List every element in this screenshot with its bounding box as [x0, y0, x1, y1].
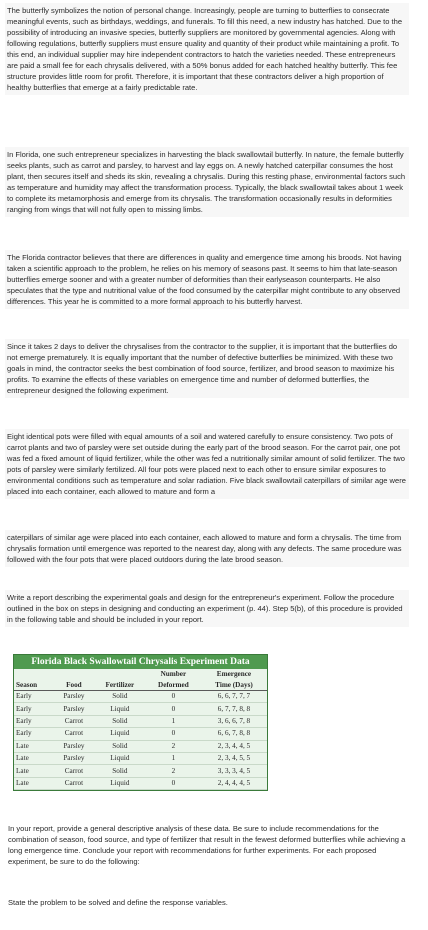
- intro-paragraph: The butterfly symbolizes the notion of personal change. Increasingly, people are turning to butterflies to consecrate meaningful events, such as birthdays, weddings, and funerals. To fill this need, a new industry has hatched. Due to the possibility of introducing an invasive species, butterfly suppliers are monitored by governmental agencies. Along with following regulations, butterfly suppliers must ensure quality and quantity of their product while maintaining a profit. To this end, an individual supplier may hire independent contractors to hatch the varieties needed. These entrepreneurs are paid a small fee for each chrysalis delivered, with a 50% bonus added for each hatched healthy butterfly. This fee structure provides little room for profit. Therefore, it is important that these contractors deliver a high proportion of healthy butterflies that emerge at a fairly predictable rate.: [7, 6, 403, 93]
- experiment-table: [14, 669, 267, 790]
- contractor-section: [5, 250, 409, 309]
- header-time: Time (Days): [201, 679, 267, 691]
- cell-season: Late: [16, 778, 29, 787]
- cell-fertilizer: Liquid: [110, 729, 130, 738]
- cell-deformed: 2: [171, 766, 176, 775]
- experiment-section: [5, 429, 409, 499]
- cell-deformed: 2: [171, 741, 176, 750]
- procedure-section: [5, 530, 409, 567]
- cell-deformed: 1: [171, 754, 176, 763]
- cell-emergence: 2, 4, 4, 4, 5: [217, 778, 251, 787]
- table-row: [14, 703, 267, 715]
- cell-food: Parsley: [63, 741, 85, 750]
- cell-deformed: 1: [171, 716, 176, 725]
- cell-food: Parsley: [63, 692, 85, 701]
- cell-food: Carrot: [64, 729, 84, 738]
- cell-fertilizer: Liquid: [110, 778, 130, 787]
- table-row: [14, 740, 267, 752]
- cell-season: Early: [16, 729, 32, 738]
- cell-food: Carrot: [64, 778, 84, 787]
- cell-season: Late: [16, 741, 29, 750]
- cell-food: Parsley: [63, 754, 85, 763]
- cell-food: Parsley: [63, 704, 85, 713]
- final-instruction: State the problem to be solved and define the response variables.: [8, 898, 228, 907]
- cell-season: Early: [16, 716, 32, 725]
- cell-season: Late: [16, 754, 29, 763]
- table-row: [14, 691, 267, 703]
- cell-food: Carrot: [64, 716, 84, 725]
- cell-emergence: 6, 7, 7, 8, 8: [217, 704, 251, 713]
- cell-emergence: 2, 3, 4, 4, 5: [217, 741, 251, 750]
- cell-fertilizer: Solid: [112, 766, 128, 775]
- contractor-paragraph: The Florida contractor believes that there are differences in quality and emergence time among his broods. Not having taken a scientific approach to the problem, he relies on his memory of seasons past. It seems to him that late-season butterflies emerge sooner and with a greater number of deformities than their earlyseason counterparts. He also speculates that the type and nutritional value of the food consumed by the caterpillar might contribute to any observed differences. This year he is committed to a more formal approach to his butterfly harvest.: [7, 253, 402, 307]
- table-title: Florida Black Swallowtail Chrysalis Experiment Data: [14, 655, 267, 669]
- intro-section: [5, 3, 409, 95]
- cell-food: Carrot: [64, 766, 84, 775]
- report-section: [5, 590, 409, 627]
- header-number: Number: [160, 670, 187, 678]
- cell-season: Late: [16, 766, 29, 775]
- delivery-paragraph: Since it takes 2 days to deliver the chrysalises from the contractor to the supplier, it is important that the butterflies do not emerge prematurely. It is equally important that the number of defective butterflies be minimized. With these two goals in mind, the contractor seeks the best combination of food source, fertilizer, and brood season to maximize his profits. To examine the effects of these variables on emergence time and number of deformed butterflies, the entrepreneur designed the following experiment.: [7, 342, 398, 396]
- cell-fertilizer: Liquid: [110, 754, 130, 763]
- cell-season: Early: [16, 704, 32, 713]
- cell-emergence: 3, 6, 6, 7, 8: [217, 716, 251, 725]
- delivery-section: [5, 339, 409, 398]
- table-row: [14, 777, 267, 789]
- cell-season: Early: [16, 692, 32, 701]
- table-row: [14, 765, 267, 777]
- cell-emergence: 6, 6, 7, 7, 7: [217, 692, 251, 701]
- cell-deformed: 0: [171, 729, 176, 738]
- cell-fertilizer: Solid: [112, 692, 128, 701]
- analysis-instructions: In your report, provide a general descriptive analysis of these data. Be sure to include recommendations for the combination of season, food source, and type of fertilizer that result in the fewest deformed butterflies while achieving a long emergence time. Conclude your report with recommendations for further experiments. For each proposed experiment, be sure to do the following:: [8, 824, 406, 867]
- cell-deformed: 0: [171, 704, 176, 713]
- report-paragraph: Write a report describing the experimental goals and design for the entrepreneur's experiment. Follow the procedure outlined in the box on steps in designing and conducting an experiment (p. 44). Step 5(b), of this procedure is provided in the following table and should be included in your report.: [7, 593, 403, 625]
- cell-deformed: 0: [171, 778, 176, 787]
- experiment-paragraph: Eight identical pots were filled with equal amounts of a soil and watered carefully to ensure consistency. Two pots of carrot plants and two of parsley were set outside during the early part of the brood season. For the carrot pair, one pot was fed a fixed amount of liquid fertilizer, while the other was fed a nutritionally similar amount of solid fertilizer. The two pots of parsley were similarly fertilized. All four pots were placed next to each other to ensure similar exposures to environmental conditions such as temperature and solar radiation. Five black swallowtail caterpillars of similar age were placed into each container, each allowed to mature and form a: [7, 432, 406, 497]
- table-row: [14, 715, 267, 727]
- table-row: [14, 728, 267, 740]
- florida-section: [5, 147, 409, 217]
- header-season: Season: [14, 679, 54, 691]
- header-fertilizer: Fertilizer: [94, 679, 146, 691]
- header-food: Food: [54, 679, 94, 691]
- cell-emergence: 6, 6, 7, 8, 8: [217, 729, 251, 738]
- florida-paragraph: In Florida, one such entrepreneur specializes in harvesting the black swallowtail butterfly. In nature, the female butterfly seeks plants, such as carrot and parsley, to harvest and lay eggs on. A newly hatched caterpillar consumes the host plant, then secures itself and sheds its skin, revealing a chrysalis. During this resting phase, environmental factors such as temperature and humidity may affect the transformation process. Typically, the black swallowtail takes about 1 week to complete its metamorphosis and emerge from its chrysalis. The transformation occasionally results in deformities ranging from wings that will not fully open to missing limbs.: [7, 150, 406, 215]
- cell-deformed: 0: [171, 692, 176, 701]
- cell-fertilizer: Solid: [112, 741, 128, 750]
- cell-fertilizer: Solid: [112, 716, 128, 725]
- cell-emergence: 3, 3, 3, 4, 5: [217, 766, 251, 775]
- cell-fertilizer: Liquid: [110, 704, 130, 713]
- procedure-paragraph: caterpillars of similar age were placed into each container, each allowed to mature and form a chrysalis. The time from chrysalis formation until emergence was reported to the nearest day, along with any defects. The same procedure was followed with the four pots that were placed outdoors during the late brood season.: [7, 533, 402, 565]
- cell-emergence: 2, 3, 4, 5, 5: [217, 754, 251, 763]
- header-deformed: Deformed: [146, 679, 201, 691]
- table-row: [14, 752, 267, 764]
- data-table: [13, 654, 268, 791]
- header-emergence: Emergence: [216, 670, 252, 678]
